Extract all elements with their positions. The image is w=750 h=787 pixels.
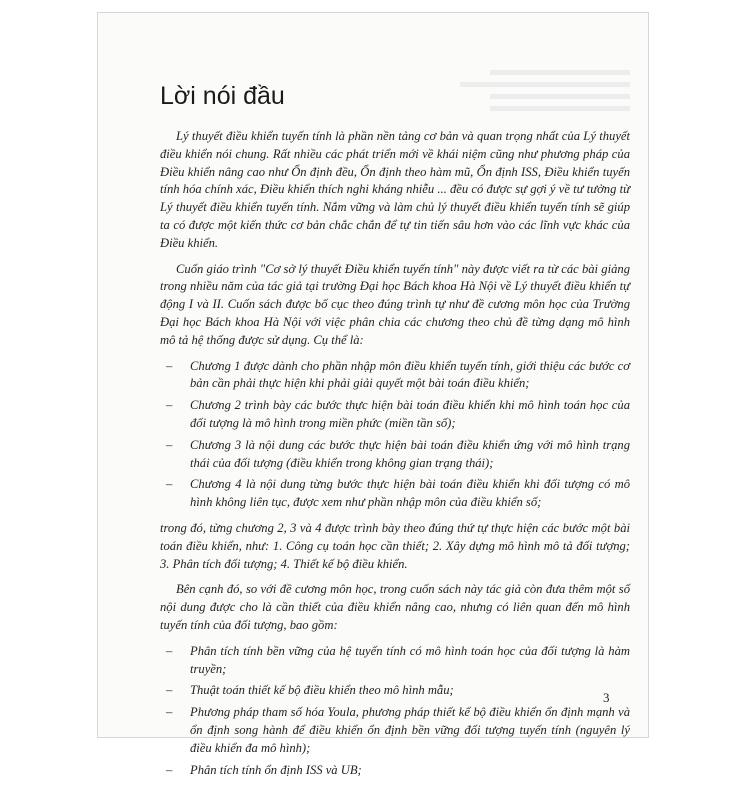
list-item xyxy=(160,476,630,512)
page-number: 3 xyxy=(603,690,610,705)
advanced-topics-list xyxy=(160,643,630,780)
list-item xyxy=(160,397,630,433)
dash-bullet: – xyxy=(166,398,173,413)
page-title: Lời nói đầu xyxy=(160,82,285,110)
chapter-list xyxy=(160,358,630,512)
dash-bullet: – xyxy=(166,683,173,698)
list-item xyxy=(160,704,630,757)
list-item-text: Thuật toán thiết kế bộ điều khiển theo mô hình mẫu; xyxy=(190,683,454,698)
dash-bullet: – xyxy=(166,705,173,720)
dash-bullet: – xyxy=(166,437,173,452)
list-item-text: Chương 2 trình bày các bước thực hiện bài toán điều khiển khi mô hình toán học của đối tượng là mô hình trong miền phức (miền tần số); xyxy=(190,398,630,430)
list-item xyxy=(160,762,630,780)
list-item xyxy=(160,682,630,700)
list-item-text: Chương 1 được dành cho phần nhập môn điều khiển tuyến tính, giới thiệu các bước cơ bản cần phải thực hiện khi phải giải quyết một bài toán điều khiển; xyxy=(190,358,630,391)
dash-bullet: – xyxy=(166,643,173,658)
list-item-text: Phân tích tính ổn định ISS và UB; xyxy=(190,762,362,777)
list-item-text: Chương 3 là nội dung các bước thực hiện bài toán điều khiển ứng với mô hình trạng thái của đối tượng (điều khiển trong không gian trạng thái); xyxy=(190,437,630,470)
dash-bullet: – xyxy=(166,477,173,492)
list-item xyxy=(160,643,630,679)
list-item xyxy=(160,358,630,394)
list-item-text: Phương pháp tham số hóa Youla, phương pháp thiết kế bộ điều khiển ổn định mạnh và ổn định song hành để điều khiển ổn định bền vững đối tượng tuyến tính (nguyên lý điều khiển đa mô hình); xyxy=(190,705,630,755)
paragraph: trong đó, từng chương 2, 3 và 4 được trình bày theo đúng thứ tự thực hiện các bước một bài toán điều khiển, như: 1. Công cụ toán học cần thiết; 2. Xây dựng mô hình mô tả đối tượng; 3. Phân tích đối tượng; 4. Thiết kế bộ điều khiển. xyxy=(160,520,630,571)
paragraph: Lý thuyết điều khiển tuyến tính là phần nền tảng cơ bản và quan trọng nhất của Lý thuyết điều khiển nói chung. Rất nhiều các phát triển mới về khái niệm cũng như phương pháp của Điều khiển nâng cao như Ổn định đều, Ổn định theo hàm mũ, Ổn định ISS, Điều khiển tuyến tính hóa chính xác, Điều khiển thích nghi kháng nhiễu ... đều có được sự gợi ý về tư tưởng từ Lý thuyết điều khiển tuyến tính. Nắm vững và làm chủ lý thuyết điều khiển tuyến tính sẽ giúp ta có được một kiến thức cơ bản chắc chắn để tự tin tiến sâu hơn vào các lĩnh vực khác của Điều khiển. xyxy=(160,129,630,250)
dash-bullet: – xyxy=(166,762,173,777)
list-item xyxy=(160,437,630,473)
paragraph: Bên cạnh đó, so với đề cương môn học, trong cuốn sách này tác giả còn đưa thêm một số nội dung được cho là cần thiết của điều khiển nâng cao, nhưng có liên quan đến mô hình tuyến tính của đối tượng, bao gồm: xyxy=(160,582,630,632)
page-content xyxy=(160,128,630,787)
list-item-text: Chương 4 là nội dung từng bước thực hiện bài toán điều khiển khi đối tượng có mô hình không liên tục, được xem như phần nhập môn của điều khiển số; xyxy=(190,477,630,510)
dash-bullet: – xyxy=(166,358,173,373)
list-item-text: Phân tích tính bền vững của hệ tuyến tính có mô hình toán học của đối tượng là hàm truyền; xyxy=(190,643,630,676)
paragraph: Cuốn giáo trình "Cơ sở lý thuyết Điều khiển tuyến tính" này được viết ra từ các bài giảng trong nhiều năm của tác giả tại trường Đại học Bách khoa Hà Nội về Lý thuyết điều khiển tự động I và II. Cuốn sách được bố cục theo đúng trình tự như đề cương môn học của Trường Đại học Bách khoa Hà Nội với việc phân chia các chương theo chủ đề từng dạng mô hình mô tả hệ thống được sử dụng. Cụ thể là: xyxy=(160,261,630,347)
